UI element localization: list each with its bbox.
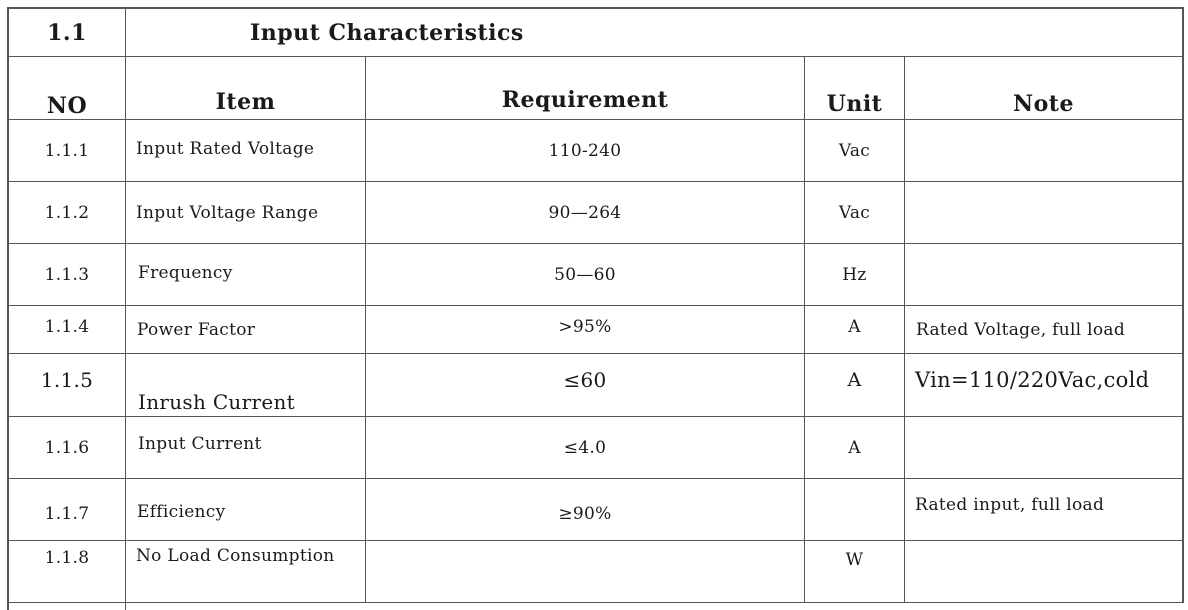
row-unit: A xyxy=(848,437,861,458)
row-item: No Load Consumption xyxy=(136,546,335,566)
row-item: Efficiency xyxy=(137,501,226,522)
header-no: NO xyxy=(46,93,88,119)
row-item: Power Factor xyxy=(137,319,256,340)
row-unit xyxy=(805,479,904,540)
row-note: Rated Voltage, full load xyxy=(916,319,1126,340)
row-no: 1.1.6 xyxy=(44,437,90,458)
row-unit: Hz xyxy=(842,264,867,285)
row-requirement: >95% xyxy=(558,316,612,337)
row-requirement: 90—264 xyxy=(548,202,622,223)
row-unit: Vac xyxy=(838,140,871,161)
row-item: Input Voltage Range xyxy=(136,202,319,223)
row-item: Frequency xyxy=(138,262,233,283)
row-requirement: 110-240 xyxy=(548,140,622,161)
row-no: 1.1.1 xyxy=(44,140,90,161)
header-note: Note xyxy=(1013,91,1074,117)
header-item: Item xyxy=(215,89,276,115)
row-item: Input Current xyxy=(138,433,262,454)
row-no: 1.1.8 xyxy=(44,548,90,568)
row-requirement xyxy=(366,541,804,602)
header-unit: Unit xyxy=(826,91,883,117)
column-divider xyxy=(904,57,905,602)
row-requirement: ≤4.0 xyxy=(563,437,607,458)
row-item: Inrush Current xyxy=(138,390,295,414)
row-no: 1.1.4 xyxy=(44,316,90,337)
row-divider xyxy=(7,56,1184,57)
section-title: Input Characteristics xyxy=(250,19,524,46)
row-requirement: ≥90% xyxy=(558,503,612,524)
row-unit: W xyxy=(845,550,864,570)
header-requirement: Requirement xyxy=(501,87,669,113)
row-requirement: ≤60 xyxy=(563,368,607,392)
row-no: 1.1.5 xyxy=(40,368,94,392)
row-unit: A xyxy=(847,369,862,391)
row-note: Rated input, full load xyxy=(915,495,1105,515)
row-requirement: 50—60 xyxy=(554,264,616,285)
row-unit: Vac xyxy=(838,202,871,223)
row-note: Vin=110/220Vac,cold xyxy=(915,368,1150,392)
row-unit: A xyxy=(848,316,861,337)
table-border-top xyxy=(7,7,1184,9)
row-item: Input Rated Voltage xyxy=(136,138,315,159)
row-no: 1.1.7 xyxy=(44,503,90,524)
section-number: 1.1 xyxy=(47,19,87,46)
row-divider xyxy=(7,602,1184,603)
row-no: 1.1.2 xyxy=(44,202,90,223)
row-no: 1.1.3 xyxy=(44,264,90,285)
